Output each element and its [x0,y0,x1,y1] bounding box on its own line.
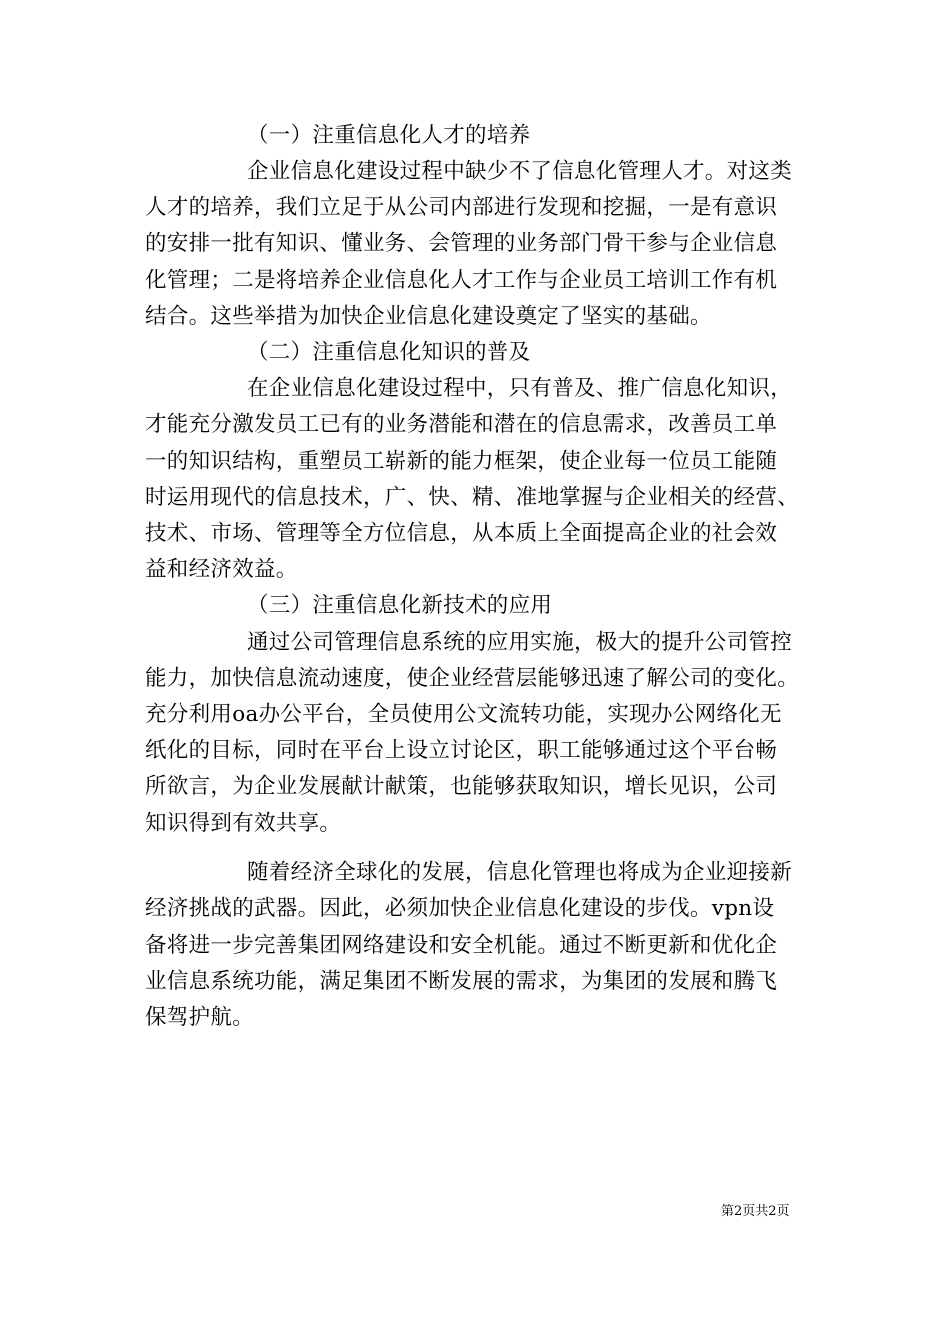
paragraph-line: 时运用现代的信息技术，广、快、精、准地掌握与企业相关的经营、 [145,485,800,510]
section-heading-1: （一）注重信息化人才的培养 [247,123,531,148]
paragraph-line: 的安排一批有知识、懂业务、会管理的业务部门骨干参与企业信息 [145,231,778,256]
paragraph-line: 人才的培养，我们立足于从公司内部进行发现和挖掘，一是有意识 [145,195,778,220]
paragraph-line: 益和经济效益。 [145,557,298,582]
paragraph-line: 结合。这些举措为加快企业信息化建设奠定了坚实的基础。 [145,304,712,329]
paragraph-line: 一的知识结构，重塑员工崭新的能力框架，使企业每一位员工能随 [145,449,778,474]
paragraph-line: 备将进一步完善集团网络建设和安全机能。通过不断更新和优化企 [145,933,778,958]
paragraph-line: 纸化的目标，同时在平台上设立讨论区，职工能够通过这个平台畅 [145,738,778,763]
paragraph-line: 所欲言，为企业发展献计献策，也能够获取知识，增长见识，公司 [145,774,778,799]
section-heading-3: （三）注重信息化新技术的应用 [247,593,553,618]
paragraph-line: 化管理；二是将培养企业信息化人才工作与企业员工培训工作有机 [145,268,778,293]
paragraph-line: 业信息系统功能，满足集团不断发展的需求，为集团的发展和腾飞 [145,969,778,994]
paragraph-line: 技术、市场、管理等全方位信息，从本质上全面提高企业的社会效 [145,521,778,546]
paragraph-line: 充分利用oa办公平台，全员使用公文流转功能，实现办公网络化无 [145,702,782,727]
paragraph-line: 保驾护航。 [145,1005,255,1030]
paragraph-line: 在企业信息化建设过程中，只有普及、推广信息化知识， [247,376,793,401]
paragraph-line: 随着经济全球化的发展，信息化管理也将成为企业迎接新 [247,860,793,885]
paragraph-line: 能力，加快信息流动速度，使企业经营层能够迅速了解公司的变化。 [145,666,800,691]
section-heading-2: （二）注重信息化知识的普及 [247,340,531,365]
paragraph-line: 知识得到有效共享。 [145,811,342,836]
paragraph-line: 通过公司管理信息系统的应用实施，极大的提升公司管控 [247,630,793,655]
paragraph-line: 才能充分激发员工已有的业务潜能和潜在的信息需求，改善员工单 [145,412,778,437]
paragraph-line: 企业信息化建设过程中缺少不了信息化管理人才。对这类 [247,159,793,184]
page-number: 第2页共2页 [721,1204,790,1219]
paragraph-line: 经济挑战的武器。因此，必须加快企业信息化建设的步伐。vpn设 [145,896,775,921]
